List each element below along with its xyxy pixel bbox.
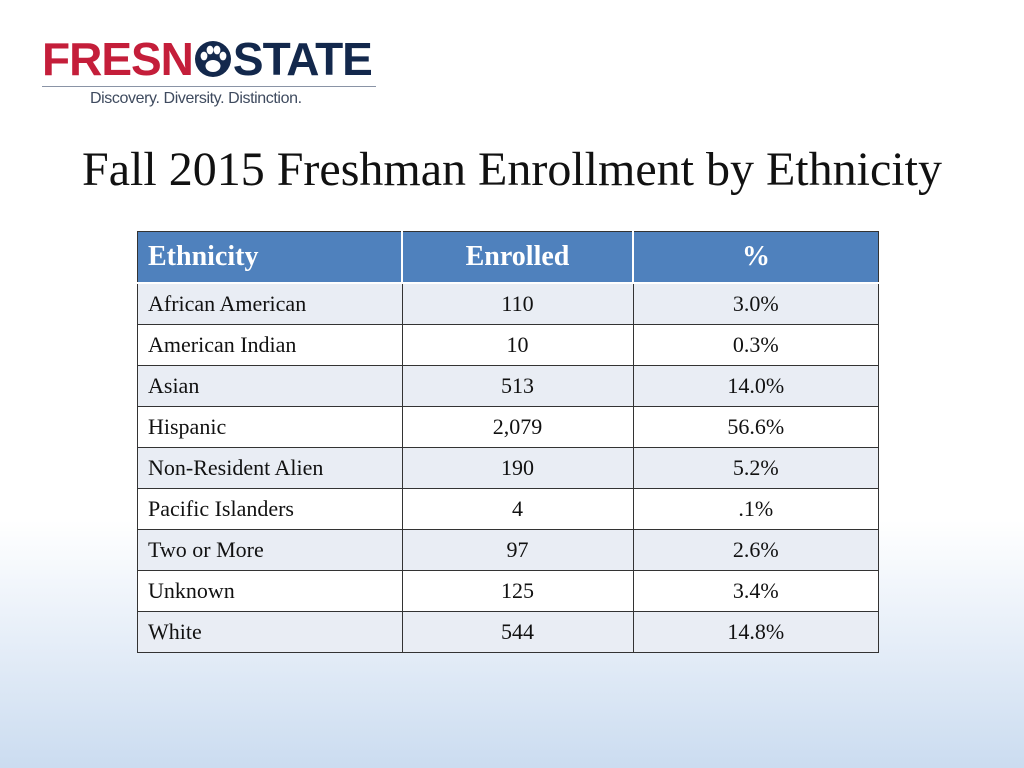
table-row <box>138 325 879 366</box>
enrolled-cell: 10 <box>402 325 633 366</box>
percent-cell: 14.8% <box>633 612 879 653</box>
logo-divider <box>42 86 376 87</box>
enrolled-cell: 110 <box>402 283 633 325</box>
table-row <box>138 407 879 448</box>
logo-wordmark <box>42 34 372 84</box>
enrolled-cell: 4 <box>402 489 633 530</box>
table-row <box>138 448 879 489</box>
table-row <box>138 489 879 530</box>
percent-cell: .1% <box>633 489 879 530</box>
percent-cell: 5.2% <box>633 448 879 489</box>
percent-cell: 0.3% <box>633 325 879 366</box>
logo-name-left: FRESN <box>42 33 193 85</box>
ethnicity-cell: Unknown <box>138 571 403 612</box>
percent-cell: 3.4% <box>633 571 879 612</box>
logo-tagline: Discovery. Diversity. Distinction. <box>90 90 302 107</box>
ethnicity-cell: Asian <box>138 366 403 407</box>
table-row <box>138 612 879 653</box>
enrolled-cell: 513 <box>402 366 633 407</box>
header-percent: % <box>633 232 879 284</box>
enrollment-table <box>137 231 879 653</box>
enrolled-cell: 97 <box>402 530 633 571</box>
ethnicity-cell: Two or More <box>138 530 403 571</box>
slide-title: Fall 2015 Freshman Enrollment by Ethnicity <box>82 143 942 196</box>
logo-name-right: STATE <box>232 33 372 85</box>
ethnicity-cell: American Indian <box>138 325 403 366</box>
enrolled-cell: 190 <box>402 448 633 489</box>
table-row <box>138 283 879 325</box>
percent-cell: 2.6% <box>633 530 879 571</box>
fresno-state-logo <box>42 34 378 114</box>
percent-cell: 14.0% <box>633 366 879 407</box>
enrolled-cell: 544 <box>402 612 633 653</box>
ethnicity-cell: African American <box>138 283 403 325</box>
table-row <box>138 366 879 407</box>
table-header-row <box>138 232 879 284</box>
enrolled-cell: 125 <box>402 571 633 612</box>
ethnicity-cell: Hispanic <box>138 407 403 448</box>
percent-cell: 56.6% <box>633 407 879 448</box>
table-row <box>138 530 879 571</box>
paw-print-icon <box>194 37 232 81</box>
ethnicity-cell: Pacific Islanders <box>138 489 403 530</box>
table-row <box>138 571 879 612</box>
header-enrolled: Enrolled <box>402 232 633 284</box>
ethnicity-cell: Non-Resident Alien <box>138 448 403 489</box>
header-ethnicity: Ethnicity <box>138 232 403 284</box>
percent-cell: 3.0% <box>633 283 879 325</box>
enrolled-cell: 2,079 <box>402 407 633 448</box>
ethnicity-cell: White <box>138 612 403 653</box>
